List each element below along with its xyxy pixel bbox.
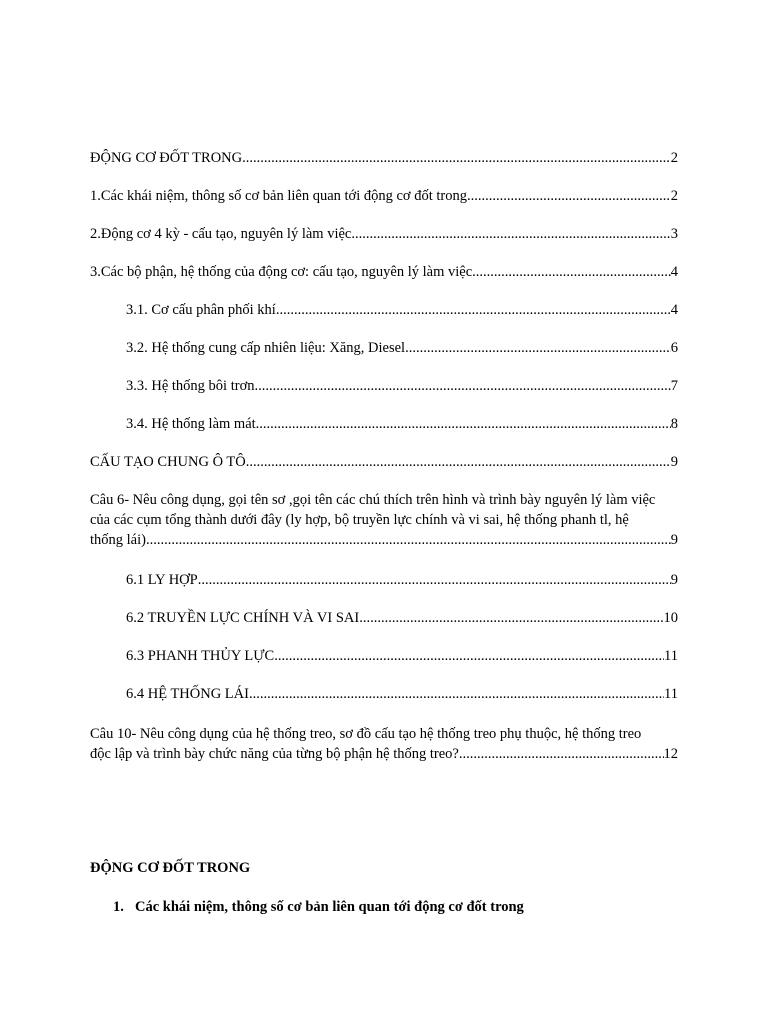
- toc-entry-page: 2: [670, 188, 678, 204]
- toc-entry-page: 9: [670, 572, 678, 588]
- toc-leader-dots: [472, 262, 671, 282]
- toc-leader-dots: [359, 608, 663, 628]
- toc-leader-dots: [146, 530, 671, 550]
- toc-entry-page: 11: [664, 686, 678, 702]
- subsection-number: 1.: [113, 899, 124, 915]
- toc-entry-title: 3.2. Hệ thống cung cấp nhiên liệu: Xăng, Diesel: [126, 340, 406, 356]
- toc-entry-6-4[interactable]: [90, 684, 678, 704]
- subsection-title: Các khái niệm, thông số cơ bản liên quan tới động cơ đốt trong: [135, 899, 524, 915]
- toc-entry-line: độc lập và trình bày chức năng của từng bộ phận hệ thống treo?: [90, 746, 459, 762]
- toc-entry-line: Câu 6- Nêu công dụng, gọi tên sơ ,gọi tên các chú thích trên hình và trình bày nguyên lý làm việc: [90, 492, 656, 508]
- toc-entry-line: Câu 10- Nêu công dụng của hệ thống treo, sơ đồ cấu tạo hệ thống treo phụ thuộc, hệ thống treo: [90, 726, 642, 742]
- toc-entry-title: Các khái niệm, thông số cơ bản liên quan tới động cơ đốt trong: [100, 188, 467, 204]
- toc-leader-dots: [255, 376, 671, 396]
- toc-entry-title: 6.2 TRUYỀN LỰC CHÍNH VÀ VI SAI: [126, 610, 360, 626]
- toc-leader-dots: [276, 300, 671, 320]
- toc-leader-dots: [242, 148, 671, 168]
- toc-entry-3-2[interactable]: [90, 338, 678, 358]
- toc-entry-number: 2.: [90, 226, 101, 242]
- section-heading: ĐỘNG CƠ ĐỐT TRONG: [90, 860, 251, 876]
- toc-entry-question-10[interactable]: [90, 724, 678, 764]
- toc-entry-page: 3: [670, 226, 678, 242]
- toc-entry-1[interactable]: [90, 186, 678, 206]
- toc-leader-dots: [459, 744, 664, 764]
- toc-entry-6-2[interactable]: [90, 608, 678, 628]
- toc-leader-dots: [405, 338, 671, 358]
- toc-entry-page: 8: [670, 416, 678, 432]
- toc-leader-dots: [246, 452, 671, 472]
- toc-entry-3-3[interactable]: [90, 376, 678, 396]
- toc-entry-3[interactable]: [90, 262, 678, 282]
- toc-leader-dots: [351, 224, 670, 244]
- toc-entry-line: thống lái): [90, 532, 146, 548]
- toc-entry-title: 3.1. Cơ cấu phân phối khí: [126, 302, 276, 318]
- toc-entry-page: 10: [663, 610, 678, 626]
- toc-entry-3-1[interactable]: [90, 300, 678, 320]
- toc-entry-page: 11: [664, 648, 678, 664]
- toc-entry-page: 2: [670, 150, 678, 166]
- toc-leader-dots: [198, 570, 671, 590]
- toc-entry-line: của các cụm tổng thành dưới đây (ly hợp, bộ truyền lực chính và vi sai, hệ thống phanh tl, hệ: [90, 512, 629, 528]
- toc-entry-title: Động cơ 4 kỳ - cấu tạo, nguyên lý làm việc: [100, 226, 352, 242]
- toc-entry-title: Các bộ phận, hệ thống của động cơ: cấu tạo, nguyên lý làm việc: [100, 264, 473, 280]
- toc-leader-dots: [467, 186, 671, 206]
- toc-entry-title: ĐỘNG CƠ ĐỐT TRONG: [90, 150, 243, 166]
- toc-entry-page: 6: [670, 340, 678, 356]
- toc-entry-page: 9: [670, 454, 678, 470]
- toc-entry-page: 4: [670, 302, 678, 318]
- toc-entry-page: 4: [670, 264, 678, 280]
- subsection-heading: [113, 897, 524, 917]
- toc-entry-car-structure[interactable]: [90, 452, 678, 472]
- toc-entry-title: 3.4. Hệ thống làm mát: [126, 416, 256, 432]
- toc-entry-title: CẤU TẠO CHUNG Ô TÔ: [90, 454, 246, 470]
- toc-entry-2[interactable]: [90, 224, 678, 244]
- toc-entry-number: 3.: [90, 264, 101, 280]
- toc-entry-number: 1.: [90, 188, 101, 204]
- toc-entry-3-4[interactable]: [90, 414, 678, 434]
- toc-entry-page: 12: [663, 746, 678, 762]
- toc-leader-dots: [249, 684, 664, 704]
- toc-leader-dots: [256, 414, 671, 434]
- toc-entry-title: 3.3. Hệ thống bôi trơn: [126, 378, 255, 394]
- toc-entry-engine[interactable]: [90, 148, 678, 168]
- toc-entry-page: 9: [670, 532, 678, 548]
- toc-entry-title: 6.3 PHANH THỦY LỰC: [126, 648, 275, 664]
- toc-entry-6-3[interactable]: [90, 646, 678, 666]
- toc-entry-title: 6.1 LY HỢP: [126, 572, 198, 588]
- toc-entry-page: 7: [670, 378, 678, 394]
- toc-entry-question-6[interactable]: [90, 490, 678, 550]
- toc-leader-dots: [274, 646, 664, 666]
- toc-entry-title: 6.4 HỆ THỐNG LÁI: [126, 686, 249, 702]
- toc-entry-6-1[interactable]: [90, 570, 678, 590]
